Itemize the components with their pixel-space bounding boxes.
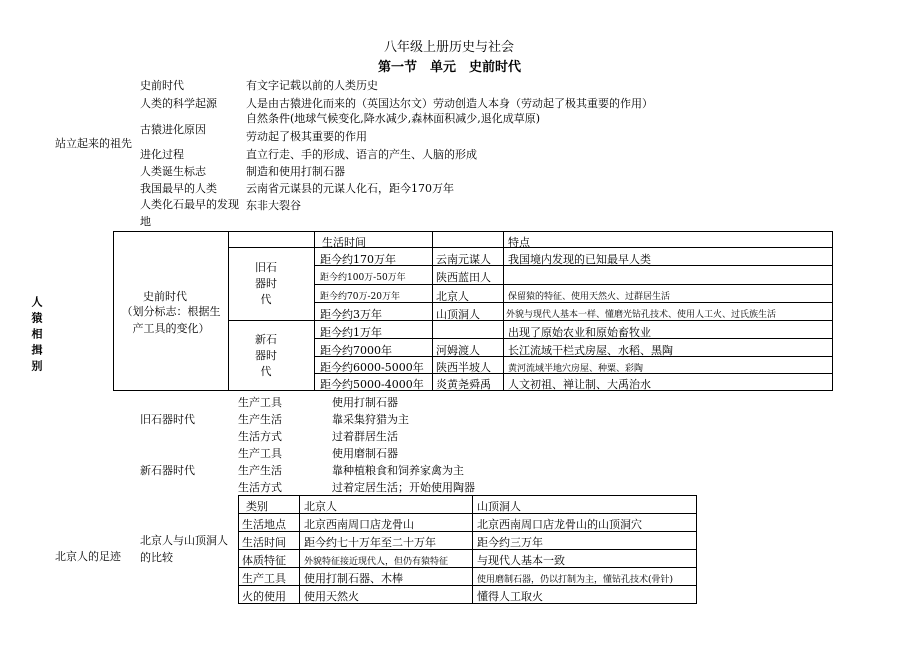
table-cell: 长江流域干栏式房屋、水稻、黑陶 bbox=[508, 344, 673, 357]
row-value: 有文字记载以前的人类历史 bbox=[246, 79, 378, 92]
compare-cell: 距今约七十万年至二十万年 bbox=[304, 536, 436, 549]
table-cell: 炎黄尧舜禹 bbox=[436, 378, 491, 391]
table-cell: 我国境内发现的已知最早人类 bbox=[508, 253, 651, 266]
compare-cell: 生活地点 bbox=[242, 518, 286, 531]
compare-cell: 使用天然火 bbox=[304, 590, 359, 603]
row-label: 生活方式 bbox=[238, 481, 282, 494]
row-label: 生产生活 bbox=[238, 464, 282, 477]
table-cell: 人文初祖、禅让制、大禹治水 bbox=[508, 378, 651, 391]
header-feature: 特点 bbox=[508, 236, 530, 249]
table-cell: 山顶洞人 bbox=[436, 308, 480, 321]
table-cell: 出现了原始农业和原始畜牧业 bbox=[508, 326, 651, 339]
compare-cell: 使用打制石器、木棒 bbox=[304, 572, 403, 585]
new-stone-age-label: 新石器时代 bbox=[255, 333, 277, 378]
row-value: 劳动起了极其重要的作用 bbox=[246, 130, 367, 143]
row-label: 史前时代 bbox=[140, 79, 184, 92]
compare-cell: 距今约三万年 bbox=[477, 536, 543, 549]
table-cell: 河姆渡人 bbox=[436, 344, 480, 357]
table-cell: 距今约100万-50万年 bbox=[320, 273, 406, 283]
table-cell: 云南元谋人 bbox=[436, 253, 491, 266]
compare-cell: 与现代人基本一致 bbox=[477, 554, 565, 567]
row-label: 人类诞生标志 bbox=[140, 165, 206, 178]
table-cell: 距今约70万-20万年 bbox=[320, 292, 400, 302]
compare-header: 类别 bbox=[246, 500, 268, 513]
row-value: 东非大裂谷 bbox=[246, 199, 301, 212]
compare-cell: 外貌特征接近现代人，但仍有猿特征 bbox=[304, 557, 449, 567]
compare-label: 北京人与山顶洞人的比较 bbox=[140, 534, 228, 564]
row-label: 生产生活 bbox=[238, 413, 282, 426]
row-value: 使用打制石器 bbox=[332, 396, 398, 409]
table-cell: 距今约170万年 bbox=[320, 253, 396, 266]
table-cell: 距今约5000-4000年 bbox=[320, 378, 424, 391]
table-cell: 陕西蓝田人 bbox=[436, 271, 491, 284]
row-value: 直立行走、手的形成、语言的产生、人脑的形成 bbox=[246, 148, 477, 161]
section-label-ancestors: 站立起来的祖先 bbox=[55, 137, 132, 150]
row-label: 人类的科学起源 bbox=[140, 97, 217, 110]
period-note: （划分标志：根据生产工具的变化） bbox=[121, 305, 221, 335]
row-label: 生产工具 bbox=[238, 447, 282, 460]
row-value: 靠采集狩猎为主 bbox=[332, 413, 409, 426]
compare-cell: 懂得人工取火 bbox=[477, 590, 543, 603]
old-age-label: 旧石器时代 bbox=[140, 413, 195, 426]
row-value: 过着群居生活 bbox=[332, 430, 398, 443]
compare-cell: 北京西南周口店龙骨山 bbox=[304, 518, 414, 531]
table-cell: 距今约7000年 bbox=[320, 344, 392, 357]
old-stone-age-label: 旧石器时代 bbox=[255, 261, 277, 306]
row-value: 云南省元谋县的元谋人化石，距今170万年 bbox=[246, 182, 454, 195]
row-value: 人是由古猿进化而来的（英国达尔文）劳动创造人本身（劳动起了极其重要的作用） bbox=[246, 97, 653, 110]
compare-cell: 使用磨制石器，仍以打制为主，懂钻孔技术(骨针) bbox=[477, 575, 674, 585]
row-label: 生活方式 bbox=[238, 430, 282, 443]
row-label: 人类化石最早的发现地 bbox=[140, 198, 239, 228]
row-value: 自然条件(地球气候变化,降水减少,森林面积减少,退化成草原) bbox=[246, 112, 541, 125]
row-value: 制造和使用打制石器 bbox=[246, 165, 345, 178]
section-label-footprints: 北京人的足迹 bbox=[55, 550, 121, 563]
row-value: 使用磨制石器 bbox=[332, 447, 398, 460]
page-title: 八年级上册历史与社会 bbox=[384, 40, 515, 55]
section-label-farewell: 人猿相揖别 bbox=[30, 296, 43, 376]
table-cell: 黄河流域半地穴房屋、种粟、彩陶 bbox=[508, 364, 644, 374]
compare-cell: 生活时间 bbox=[242, 536, 286, 549]
row-label: 生产工具 bbox=[238, 396, 282, 409]
row-label: 进化过程 bbox=[140, 148, 184, 161]
table-cell: 距今约1万年 bbox=[320, 326, 382, 339]
table-cell: 保留猿的特征、使用天然火、过群居生活 bbox=[508, 292, 671, 302]
row-label: 我国最早的人类 bbox=[140, 182, 217, 195]
row-value: 过着定居生活；开始使用陶器 bbox=[332, 481, 475, 494]
row-value: 靠种植粮食和饲养家禽为主 bbox=[332, 464, 464, 477]
table-cell: 陕西半坡人 bbox=[436, 361, 491, 374]
compare-cell: 火的使用 bbox=[242, 590, 286, 603]
compare-cell: 北京西南周口店龙骨山的山顶洞穴 bbox=[477, 518, 642, 531]
compare-header: 北京人 bbox=[304, 500, 337, 513]
new-age-label: 新石器时代 bbox=[140, 464, 195, 477]
header-time: 生活时间 bbox=[322, 236, 366, 249]
compare-header: 山顶洞人 bbox=[477, 500, 521, 513]
table-cell: 北京人 bbox=[436, 290, 469, 303]
page-subtitle: 第一节 单元 史前时代 bbox=[378, 60, 522, 75]
table-cell: 距今约6000-5000年 bbox=[320, 361, 424, 374]
table-cell: 外貌与现代人基本一样、懂磨光钻孔技术、使用人工火、过氏族生活 bbox=[506, 310, 777, 320]
row-label: 古猿进化原因 bbox=[140, 123, 206, 136]
period-label: 史前时代 bbox=[143, 290, 187, 303]
compare-cell: 生产工具 bbox=[242, 572, 286, 585]
table-cell: 距今约3万年 bbox=[320, 308, 382, 321]
compare-cell: 体质特征 bbox=[242, 554, 286, 567]
